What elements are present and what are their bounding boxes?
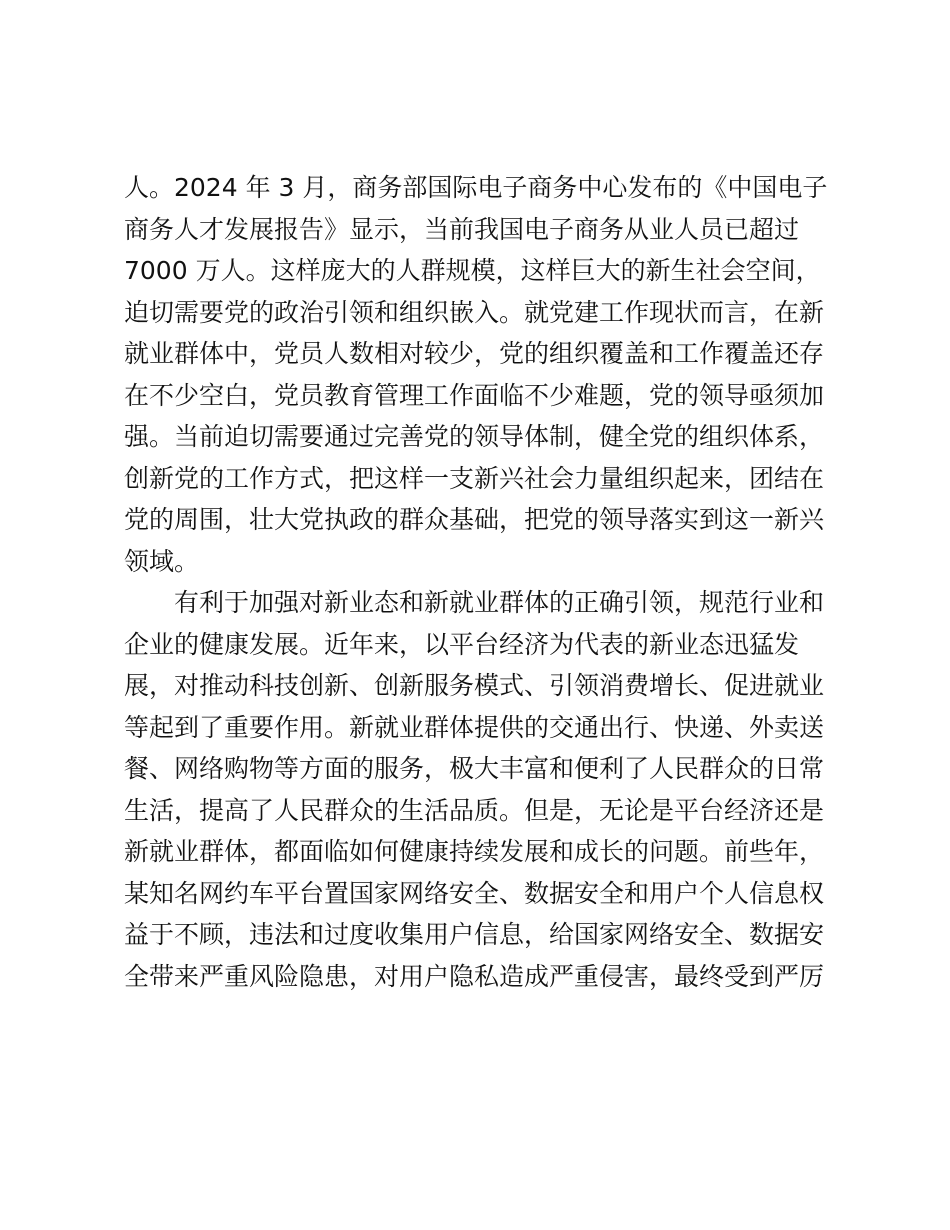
text-line: 党的周围，壮大党执政的群众基础，把党的领导落实到这一新兴 (124, 505, 825, 534)
text-line: 商务人才发展报告》显示，当前我国电子商务从业人员已超过 (124, 214, 800, 244)
text-line: 等起到了重要作用。新就业群体提供的交通出行、快递、外卖送 (124, 712, 825, 742)
text-line: 强。当前迫切需要通过完善党的领导体制，健全党的组织体系， (124, 422, 825, 451)
text-line: 某知名网约车平台置国家网络安全、数据安全和用户个人信息权 (124, 878, 825, 908)
paragraph-start-line: 有利于加强对新业态和新就业群体的正确引领，规范行业和 (124, 588, 825, 617)
text-line: 在不少空白，党员教育管理工作面临不少难题，党的领导亟须加 (124, 380, 825, 410)
text-line: 展，对推动科技创新、创新服务模式、引领消费增长、促进就业 (124, 671, 825, 700)
text-line: 益于不顾，违法和过度收集用户信息，给国家网络安全、数据安 (124, 920, 825, 949)
text-line: 领域。 (124, 546, 200, 576)
text-line: 创新党的工作方式，把这样一支新兴社会力量组织起来，团结在 (124, 463, 825, 493)
text-line: 餐、网络购物等方面的服务，极大丰富和便利了人民群众的日常 (124, 754, 825, 783)
text-line: 7000 万人。这样庞大的人群规模，这样巨大的新生社会空间， (124, 256, 821, 285)
text-line: 就业群体中，党员人数相对较少，党的组织覆盖和工作覆盖还存 (124, 339, 825, 368)
body-text (124, 167, 828, 997)
text-line: 新就业群体，都面临如何健康持续发展和成长的问题。前些年， (124, 837, 825, 866)
text-line: 生活，提高了人民群众的生活品质。但是，无论是平台经济还是 (124, 795, 825, 825)
text-line: 迫切需要党的政治引领和组织嵌入。就党建工作现状而言，在新 (124, 297, 825, 327)
text-line: 人。2024 年 3 月，商务部国际电子商务中心发布的《中国电子 (124, 173, 828, 202)
text-line: 企业的健康发展。近年来，以平台经济为代表的新业态迅猛发 (124, 629, 800, 659)
text-line: 全带来严重风险隐患，对用户隐私造成严重侵害，最终受到严厉 (124, 961, 825, 991)
